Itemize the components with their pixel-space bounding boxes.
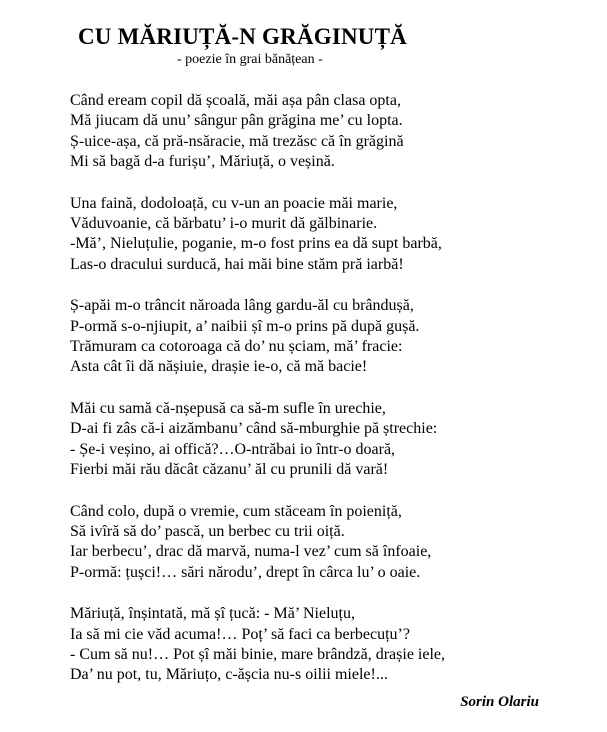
poem-line: Când eream copil dă școală, măi așa pân clasa opta, xyxy=(70,92,401,109)
poem-line: Ia să mi cie văd acuma!… Poț’ să faci ca berbecuțu’? xyxy=(70,625,410,643)
stanza xyxy=(70,296,590,377)
poem-line: Asta cât îi dă nășiuie, drașie ie-o, că mă bacie! xyxy=(70,358,368,376)
poem-line: Ș-uice-așa, că pră-nsăracie, mă trezăsc că în grăgină xyxy=(70,132,404,150)
poem-line: Fierbi măi rău dăcât căzanu’ ăl cu prunili dă vară! xyxy=(70,460,389,478)
stanza xyxy=(70,502,590,583)
stanza xyxy=(70,604,590,685)
poem-line: Mă jiucam dă unu’ sângur pân grăgina me’ cu lopta. xyxy=(70,112,403,130)
stanza xyxy=(70,399,590,480)
poem-line: Mi să bagă d-a furișu’, Măriuță, o veșină. xyxy=(70,152,335,170)
author-signature: Sorin Olariu xyxy=(460,694,539,710)
poem-line: - Șe-i veșino, ai offică?…O-ntrăbai io într-o doară, xyxy=(70,440,396,458)
poem-line: Da’ nu pot, tu, Măriuțo, c-ășcia nu-s oilii miele!... xyxy=(70,666,388,684)
poem-line: P-ormă s-o-njiupit, a’ naibii șî m-o prins pă după gușă. xyxy=(70,317,420,335)
stanza xyxy=(70,91,590,172)
poem-line: Trămuram ca cotoroaga că do’ nu șciam, mă’ fracie: xyxy=(70,337,403,355)
poem-line: Ș-apăi m-o trâncit năroada lâng gardu-ăl cu brândușă, xyxy=(70,297,414,315)
poem-line: Una faină, dodoloață, cu v-un an poacie măi marie, xyxy=(70,194,398,212)
poem-line: Iar berbecu’, drac dă marvă, numa-l vez’ cum să înfoaie, xyxy=(70,543,432,561)
poem-line: Las-o dracului surducă, hai măi bine stăm pră iarbă! xyxy=(70,255,404,273)
poem-line: Să ivîră să do’ pască, un berbec cu trii oiță. xyxy=(70,523,345,541)
poem-line: -Mă’, Nieluțulie, poganie, m-o fost prins ea dă supt barbă, xyxy=(70,235,442,253)
poem-body xyxy=(70,91,590,707)
poem-line: D-ai fi zâs că-i aizămbanu’ când să-mburghie pă ștrechie: xyxy=(70,420,438,438)
poem-line: P-ormă: țușci!… sări nărodu’, drept în cârca lu’ o oaie. xyxy=(70,563,421,581)
poem-title: CU MĂRIUȚĂ-N GRĂGINUȚĂ xyxy=(78,24,407,49)
poem-line: Când colo, după o vremie, cum stăceam în poieniță, xyxy=(70,502,402,520)
poem-line: Văduvoanie, că bărbatu’ i-o murit dă gălbinarie. xyxy=(70,214,378,232)
stanza xyxy=(70,194,590,275)
poem-line: - Cum să nu!… Pot șî măi binie, mare brândză, drașie iele, xyxy=(70,646,446,664)
poem-line: Măi cu samă că-nșepusă ca să-m sufle în urechie, xyxy=(70,400,386,418)
poem-line: Măriuță, înșintată, mă șî țucă: - Mă’ Nieluțu, xyxy=(70,605,355,623)
poem-subtitle: - poezie în grai bănățean - xyxy=(177,52,323,67)
